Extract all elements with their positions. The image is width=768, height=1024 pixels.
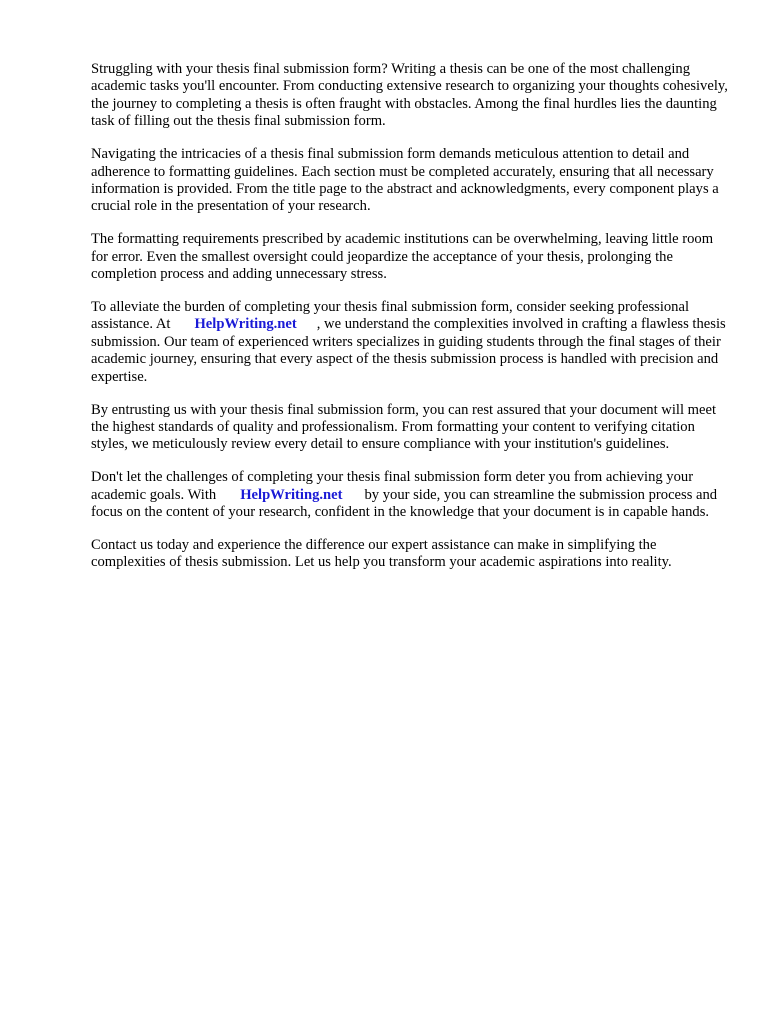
paragraph-contact: Contact us today and experience the difference our expert assistance can make in simplifying the complexities of thesis submission. Let us help you transform your academic aspirations into reality. [91, 536, 672, 571]
paragraph-formatting: The formatting requirements prescribed by academic institutions can be overwhelming, leaving little room for error. Even the smallest oversight could jeopardize the acceptance of your thesis, prolonging the completion process and adding unnecessary stress. [91, 231, 714, 283]
paragraph-challenges-after: by your side, you can streamline the submission process and focus on the content of your research, confident in the knowledge that your document is in capable hands. [91, 486, 718, 521]
paragraph-challenges-before: Don't let the challenges of completing your thesis final submission form deter you from achieving your academic goals. With [91, 469, 694, 503]
paragraph-alleviate [91, 299, 731, 386]
paragraph-alleviate-before: To alleviate the burden of completing your thesis final submission form, consider seeking professional assistance. At [91, 298, 690, 333]
document-body [91, 61, 731, 587]
paragraph-intro: Struggling with your thesis final submission form? Writing a thesis can be one of the most challenging academic tasks you'll encounter. From conducting extensive research to organizing your thoughts cohesively, the journey to completing a thesis is often fraught with obstacles. Among the final hurdles lies the daunting task of filling out the thesis final submission form. [91, 61, 728, 130]
paragraph-alleviate-after: , we understand the complexities involved in crafting a flawless thesis submission. Our team of experienced writers specializes in guiding students through the final stages of their academic journey, ensuring that every aspect of the thesis submission process is handled with precision and expertise. [91, 316, 726, 385]
paragraph-challenges [91, 469, 731, 521]
paragraph-entrusting: By entrusting us with your thesis final submission form, you can rest assured that your document will meet the highest standards of quality and professionalism. From formatting your content to verifying citation styles, we meticulously review every detail to ensure compliance with your institution's guidelines. [91, 401, 717, 453]
helpwriting-link[interactable]: HelpWriting.net [194, 316, 297, 333]
helpwriting-link-2[interactable]: HelpWriting.net [240, 486, 343, 503]
paragraph-navigating: Navigating the intricacies of a thesis final submission form demands meticulous attention to detail and adherence to formatting guidelines. Each section must be completed accurately, ensuring that all necessary information is provided. From the title page to the abstract and acknowledgments, every component plays a crucial role in the presentation of your research. [91, 146, 719, 215]
